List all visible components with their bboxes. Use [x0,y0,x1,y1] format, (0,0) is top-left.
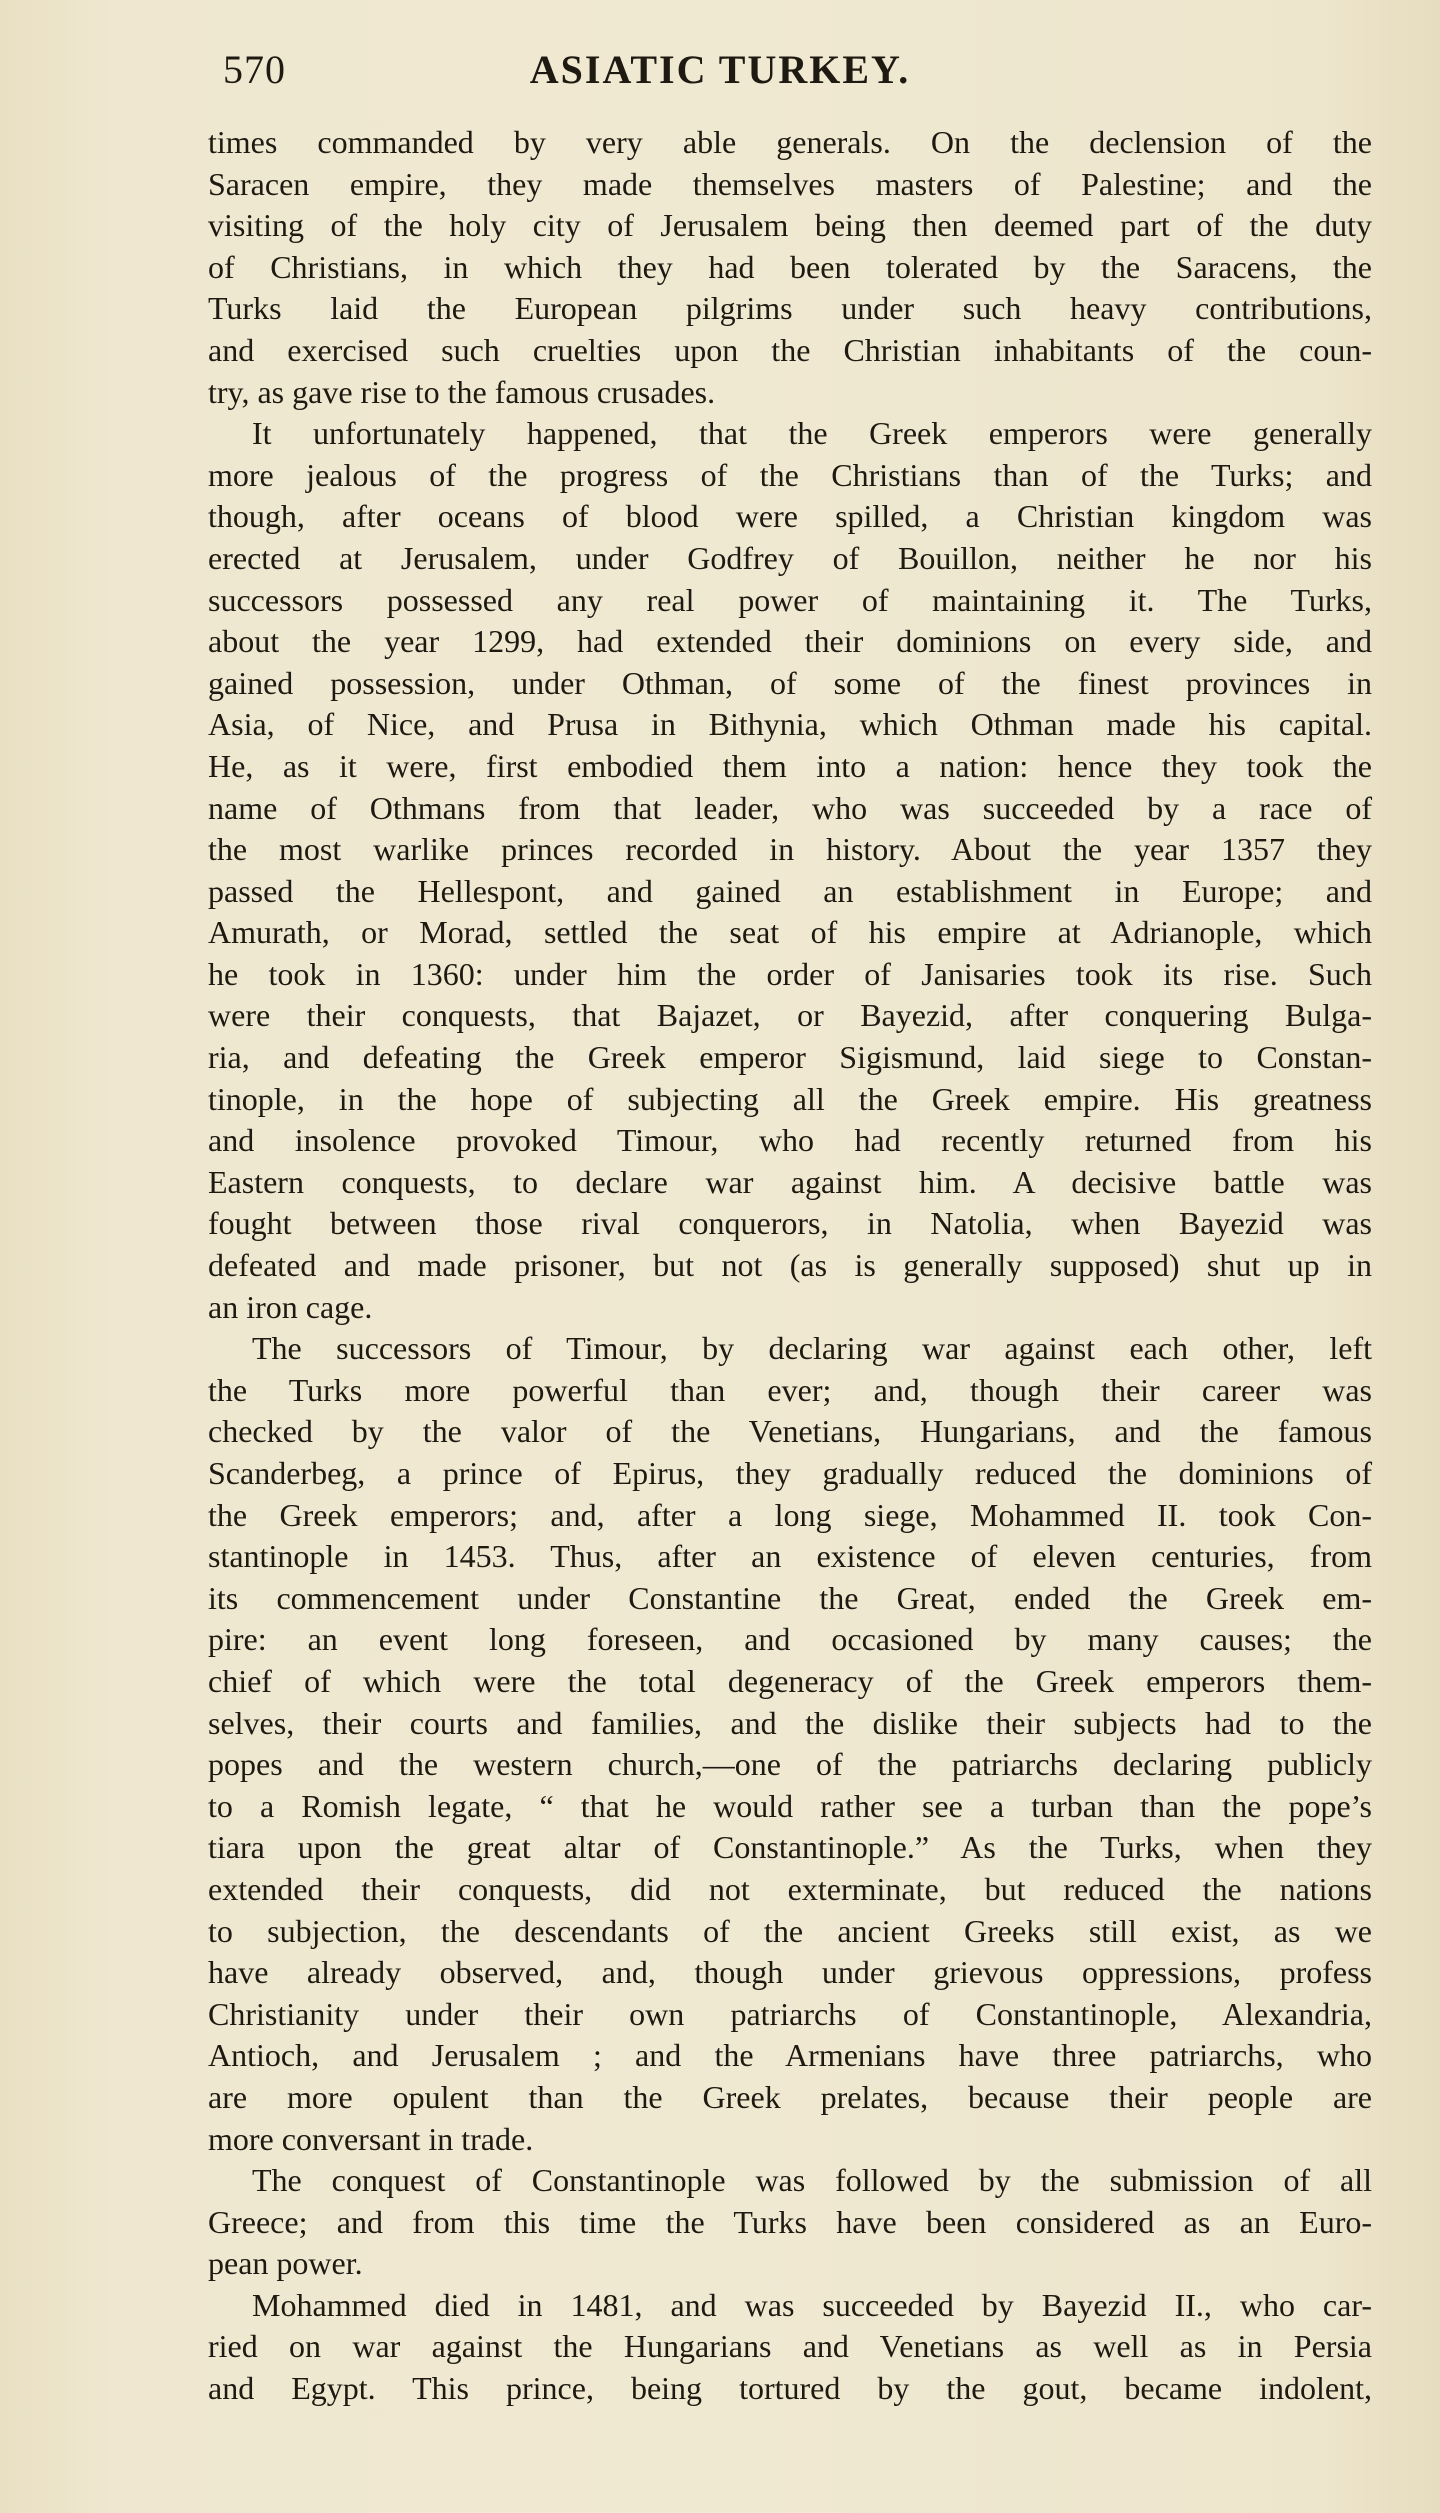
text-line: stantinople in 1453. Thus, after an existence of eleven centuries, from [208,1538,1372,1575]
text-line: erected at Jerusalem, under Godfrey of Bouillon, neither he nor his [208,539,1372,576]
text-line: tiara upon the great altar of Constantinople.” As the Turks, when they [208,1829,1372,1866]
page-header [0,40,1440,100]
text-line: Saracen empire, they made themselves masters of Palestine; and the [208,165,1372,202]
text-line: extended their conquests, did not exterminate, but reduced the nations [208,1870,1372,1907]
text-line: the most warlike princes recorded in history. About the year 1357 they [208,831,1372,868]
body-text [208,122,1372,2410]
running-title: ASIATIC TURKEY. [529,47,911,92]
text-line: successors possessed any real power of maintaining it. The Turks, [208,581,1372,618]
text-line: Christianity under their own patriarchs of Constantinople, Alexandria, [208,1995,1372,2032]
text-line: times commanded by very able generals. On the declension of the [208,124,1372,160]
page-number: 570 [223,47,286,92]
text-line: and exercised such cruelties upon the Christian inhabitants of the coun- [208,331,1372,368]
text-line: about the year 1299, had extended their dominions on every side, and [208,623,1372,660]
text-line: an iron cage. [208,1288,373,1325]
text-line: though, after oceans of blood were spilled, a Christian kingdom was [208,498,1372,535]
text-line: the Turks more powerful than ever; and, though their career was [208,1371,1372,1408]
text-line: passed the Hellespont, and gained an establishment in Europe; and [208,872,1372,909]
text-line: checked by the valor of the Venetians, Hungarians, and the famous [208,1413,1372,1450]
text-line: are more opulent than the Greek prelates, because their people are [208,2078,1372,2115]
text-line: ria, and defeating the Greek emperor Sigismund, laid siege to Constan- [208,1039,1372,1076]
text-line: It unfortunately happened, that the Greek emperors were generally [252,415,1372,452]
text-line: Amurath, or Morad, settled the seat of his empire at Adrianople, which [208,914,1372,951]
text-line: Antioch, and Jerusalem ; and the Armenians have three patriarchs, who [208,2037,1372,2074]
text-line: to subjection, the descendants of the ancient Greeks still exist, as we [208,1912,1372,1949]
text-line: and insolence provoked Timour, who had recently returned from his [208,1122,1372,1159]
text-line: of Christians, in which they had been tolerated by the Saracens, the [208,248,1372,285]
text-line: Mohammed died in 1481, and was succeeded by Bayezid II., who car- [252,2286,1372,2323]
text-line: and Egypt. This prince, being tortured by the gout, became indolent, [208,2370,1372,2407]
text-line: to a Romish legate, “ that he would rather see a turban than the pope’s [208,1787,1372,1824]
text-line: Turks laid the European pilgrims under such heavy contributions, [208,290,1372,327]
text-line: visiting of the holy city of Jerusalem being then deemed part of the duty [208,207,1372,244]
text-line: Asia, of Nice, and Prusa in Bithynia, which Othman made his capital. [208,706,1372,743]
text-line: The conquest of Constantinople was followed by the submission of all [252,2162,1372,2199]
text-line: tinople, in the hope of subjecting all the Greek empire. His greatness [208,1080,1372,1117]
text-line: chief of which were the total degeneracy of the Greek emperors them- [208,1662,1372,1699]
text-line: selves, their courts and families, and the dislike their subjects had to the [208,1704,1372,1741]
text-line: Greece; and from this time the Turks have been considered as an Euro- [208,2203,1372,2240]
text-line: pire: an event long foreseen, and occasioned by many causes; the [208,1621,1372,1658]
text-line: its commencement under Constantine the Great, ended the Greek em- [208,1579,1372,1616]
text-line: popes and the western church,—one of the patriarchs declaring publicly [208,1746,1372,1783]
text-line: more conversant in trade. [208,2120,534,2157]
text-line: ried on war against the Hungarians and Venetians as well as in Persia [208,2328,1372,2365]
text-line: Eastern conquests, to declare war against him. A decisive battle was [208,1163,1372,1200]
text-line: fought between those rival conquerors, in Natolia, when Bayezid was [208,1205,1372,1242]
text-line: gained possession, under Othman, of some of the finest provinces in [208,664,1372,701]
text-line: more jealous of the progress of the Christians than of the Turks; and [208,456,1372,493]
text-line: try, as gave rise to the famous crusades. [208,373,716,410]
text-line: name of Othmans from that leader, who was succeeded by a race of [208,789,1372,826]
text-line: He, as it were, first embodied them into a nation: hence they took the [208,747,1372,784]
text-line: Scanderbeg, a prince of Epirus, they gradually reduced the dominions of [208,1455,1372,1491]
text-line: The successors of Timour, by declaring war against each other, left [252,1330,1372,1367]
text-line: the Greek emperors; and, after a long siege, Mohammed II. took Con- [208,1496,1372,1533]
text-line: defeated and made prisoner, but not (as is generally supposed) shut up in [208,1247,1372,1284]
text-line: pean power. [208,2245,363,2282]
text-line: he took in 1360: under him the order of Janisaries took its rise. Such [208,955,1372,992]
text-line: were their conquests, that Bajazet, or Bayezid, after conquering Bulga- [208,997,1372,1034]
text-line: have already observed, and, though under grievous oppressions, profess [208,1954,1372,1991]
